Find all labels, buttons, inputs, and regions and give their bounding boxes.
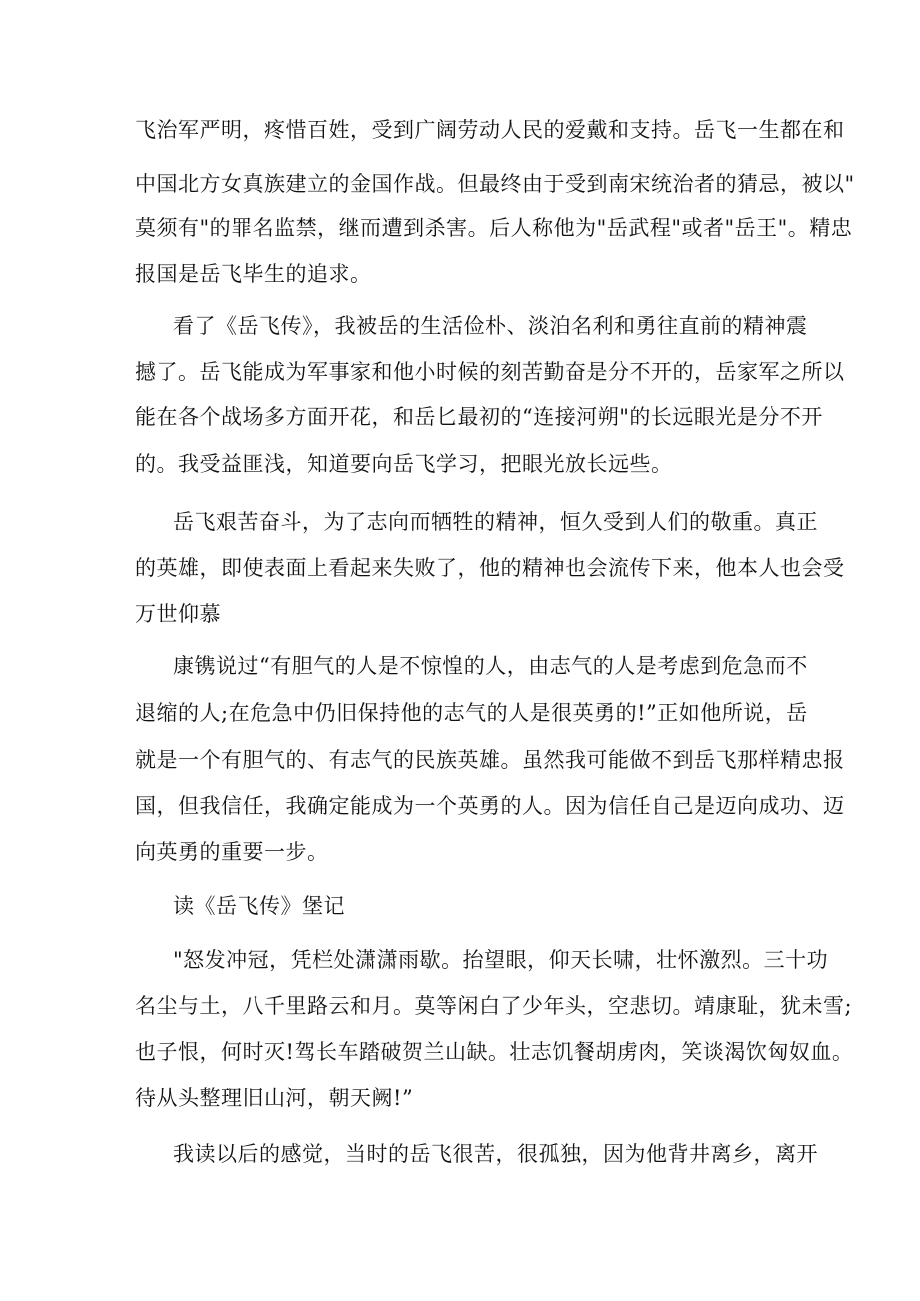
text-line: 能在各个战场多方面开花，和岳匕最初的“连接河朔"的长远眼光是分不开 — [135, 405, 823, 429]
paragraph-start-line: 我读以后的感觉，当时的岳飞很苦，很孤独，因为他背井离乡，离开 — [173, 1142, 818, 1166]
section-heading: 读《岳飞传》堡记 — [173, 894, 345, 918]
text-line: 的英雄，即使表面上看起来失败了，他的精神也会流传下来，他本人也会受 — [135, 556, 845, 580]
paragraph-start-line: 看了《岳飞传》，我被岳的生活俭朴、淡泊名利和勇往直前的精神震 — [173, 314, 808, 338]
text-line: 万世仰慕 — [135, 602, 221, 626]
text-line: 就是一个有胆气的、有志气的民族英雄。虽然我可能做不到岳飞那样精忠报 — [135, 748, 845, 772]
text-line: 撼了。岳飞能成为军事家和他小时候的刻苦勤奋是分不开的，岳家军之所以 — [135, 360, 845, 384]
poem-line: "怒发冲冠，凭栏处潇潇雨歇。抬望眼，仰天长啸，壮怀激烈。三十功 — [173, 948, 829, 972]
paragraph-start-line: 康镌说过“有胆气的人是不惊惶的人，由志气的人是考虑到危急而不 — [173, 654, 808, 678]
text-line: 退缩的人;在危急中仍旧保持他的志气的人是很英勇的!”正如他所说，岳 — [135, 701, 808, 725]
text-line: 的。我受益匪浅，知道要向岳飞学习，把眼光放长远些。 — [135, 452, 673, 476]
poem-line: 名尘与土，八千里路云和月。莫等闲白了少年头，空悲切。靖康耻，犹未雪; — [135, 994, 853, 1018]
text-line: 国，但我信任，我确定能成为一个英勇的人。因为信任自己是迈向成功、迈 — [135, 794, 845, 818]
poem-line: 也子恨，何时灭!驾长车踏破贺兰山缺。壮志饥餐胡虏肉，笑谈渴饮匈奴血。 — [135, 1040, 854, 1064]
text-line: 莫须有"的罪名监禁，继而遭到杀害。后人称他为"岳武程"或者"岳王"。精忠 — [135, 216, 853, 240]
paragraph-start-line: 岳飞艰苦奋斗，为了志向而牺牲的精神，恒久受到人们的敬重。真正 — [173, 510, 818, 534]
poem-line: 待从头整理旧山河，朝天阙!” — [135, 1086, 414, 1110]
text-line: 向英勇的重要一步。 — [135, 840, 329, 864]
text-line: 中国北方女真族建立的金国作战。但最终由于受到南宋统治者的猜忌，被以" — [135, 172, 855, 196]
text-line: 飞治军严明，疼惜百姓，受到广阔劳动人民的爱戴和支持。岳飞一生都在和 — [135, 118, 845, 142]
text-line: 报国是岳飞毕生的追求。 — [135, 262, 372, 286]
